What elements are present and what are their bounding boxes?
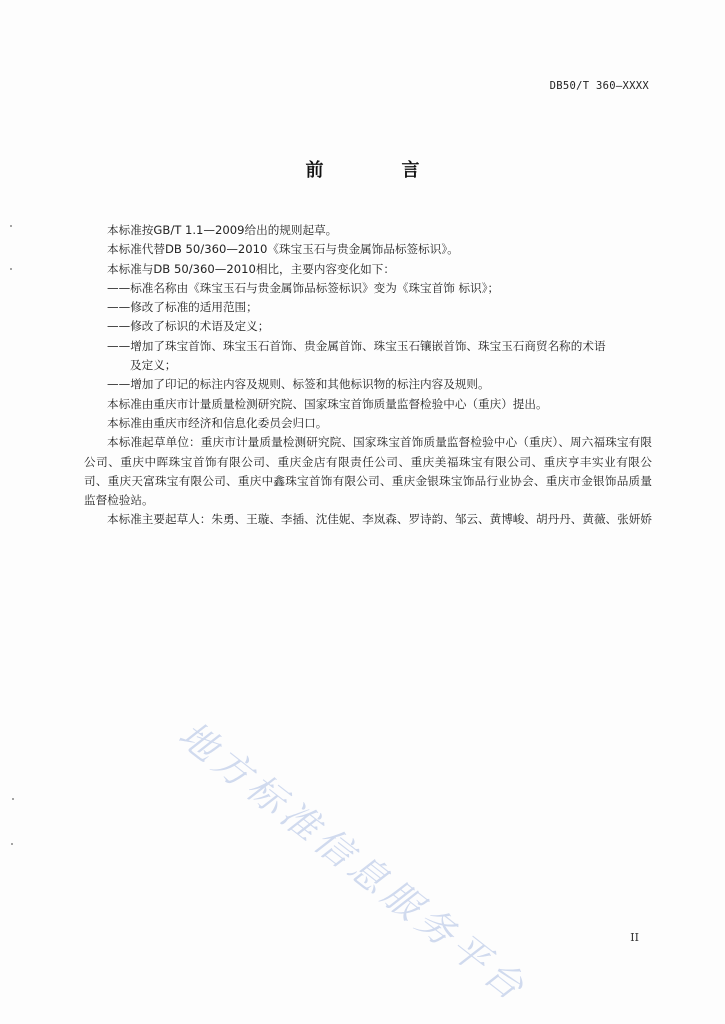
change-item-2: ——修改了标准的适用范围； <box>107 300 258 315</box>
paragraph-drafting-units: 本标准起草单位：重庆市计量质量检测研究院、国家珠宝首饰质量监督检验中心（重庆）、周六福珠宝有限公司、重庆中晖珠宝首饰有限公司、重庆金店有限责任公司、重庆美福珠宝有限公司、重庆亨丰实业有限公司、重庆天富珠宝有限公司、重庆中鑫珠宝首饰有限公司、重庆金银珠宝饰品行业协会、重庆市金银饰品质量监督检验站。 <box>84 435 652 508</box>
watermark: 地方标准信息服务平台 <box>170 712 536 1012</box>
standard-code: DB50/T 360—XXXX <box>549 80 649 92</box>
paragraph-replaces: 本标准代替DB 50/360—2010《珠宝玉石与贵金属饰品标签标识》。 <box>107 242 459 257</box>
page-number: II <box>630 931 639 944</box>
paragraph-administered-by: 本标准由重庆市经济和信息化委员会归口。 <box>107 415 328 430</box>
paragraph-changes-intro: 本标准与DB 50/360—2010相比，主要内容变化如下： <box>107 261 395 276</box>
paragraph-proposed-by: 本标准由重庆市计量质量检测研究院、国家珠宝首饰质量监督检验中心（重庆）提出。 <box>107 396 548 411</box>
page-title: 前 言 <box>305 160 450 181</box>
foreword-body <box>84 221 652 530</box>
change-item-3: ——修改了标识的术语及定义； <box>107 319 270 334</box>
scan-speck <box>12 798 14 800</box>
paragraph-drafting-rules: 本标准按GB/T 1.1—2009给出的规则起草。 <box>107 223 338 237</box>
change-item-1: ——标准名称由《珠宝玉石与贵金属饰品标签标识》变为《珠宝首饰 标识》； <box>107 280 500 295</box>
scan-speck <box>10 225 12 227</box>
paragraph-drafters: 本标准主要起草人：朱勇、王璇、李插、沈佳妮、李岚森、罗诗韵、邹云、黄博峻、胡丹丹、黄薇、张妍娇 <box>107 512 652 527</box>
scan-speck <box>11 843 13 845</box>
change-item-5: ——增加了印记的标注内容及规则、标签和其他标识物的标注内容及规则。 <box>107 377 490 392</box>
change-item-4-continued: 及定义； <box>130 358 177 373</box>
change-item-4: ——增加了珠宝首饰、珠宝玉石首饰、贵金属首饰、珠宝玉石镶嵌首饰、珠宝玉石商贸名称的术语 <box>107 338 606 353</box>
scan-speck <box>10 268 12 270</box>
